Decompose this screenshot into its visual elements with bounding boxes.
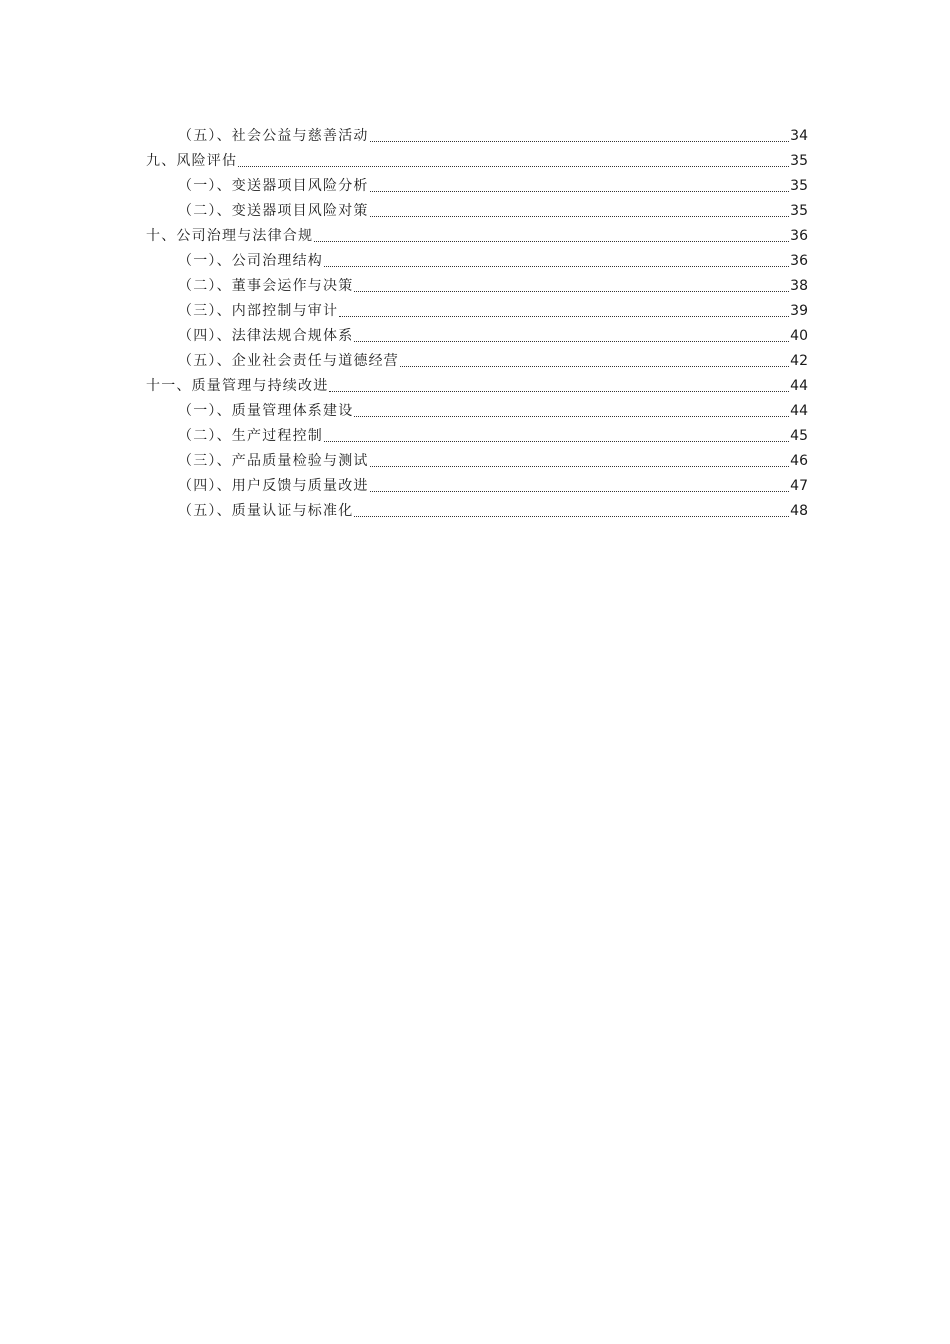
toc-entry-title[interactable]: （五）、社会公益与慈善活动	[178, 128, 369, 144]
toc-page-number[interactable]: 36	[790, 253, 808, 269]
toc-dot-leader	[370, 491, 790, 492]
toc-entry-chapter[interactable]	[146, 149, 808, 174]
toc-entry-section[interactable]	[146, 174, 808, 199]
toc-entry-title[interactable]: （二）、董事会运作与决策	[178, 278, 354, 294]
toc-entry-section[interactable]	[146, 124, 808, 149]
toc-dot-leader	[400, 366, 789, 367]
toc-dot-leader	[314, 241, 789, 242]
toc-page-number[interactable]: 35	[790, 178, 808, 194]
toc-entry-title[interactable]: （一）、质量管理体系建设	[178, 403, 354, 419]
toc-page-number[interactable]: 35	[790, 153, 808, 169]
toc-dot-leader	[354, 291, 789, 292]
toc-entry-section[interactable]	[146, 274, 808, 299]
toc-page-number[interactable]: 46	[790, 453, 808, 469]
toc-entry-title[interactable]: （三）、内部控制与审计	[178, 303, 339, 319]
toc-entry-title[interactable]: （四）、用户反馈与质量改进	[178, 478, 369, 494]
toc-dot-leader	[324, 266, 789, 267]
toc-entry-section[interactable]	[146, 299, 808, 324]
toc-entry-title[interactable]: （五）、企业社会责任与道德经营	[178, 353, 399, 369]
toc-page-number[interactable]: 42	[790, 353, 808, 369]
toc-page-number[interactable]: 44	[790, 403, 808, 419]
toc-dot-leader	[370, 466, 790, 467]
toc-entry-section[interactable]	[146, 199, 808, 224]
toc-dot-leader	[370, 141, 790, 142]
toc-entry-title[interactable]: 十、公司治理与法律合规	[146, 228, 314, 244]
toc-entry-section[interactable]	[146, 424, 808, 449]
toc-page-number[interactable]: 38	[790, 278, 808, 294]
toc-entry-title[interactable]: 十一、质量管理与持续改进	[146, 378, 329, 394]
toc-entry-section[interactable]	[146, 474, 808, 499]
toc-page-number[interactable]: 45	[790, 428, 808, 444]
toc-entry-title[interactable]: （四）、法律法规合规体系	[178, 328, 354, 344]
toc-entry-section[interactable]	[146, 249, 808, 274]
toc-entry-chapter[interactable]	[146, 224, 808, 249]
toc-dot-leader	[324, 441, 789, 442]
toc-page-number[interactable]: 39	[790, 303, 808, 319]
toc-entry-section[interactable]	[146, 399, 808, 424]
toc-entry-section[interactable]	[146, 499, 808, 524]
toc-entry-section[interactable]	[146, 324, 808, 349]
toc-entry-title[interactable]: （二）、变送器项目风险对策	[178, 203, 369, 219]
toc-page-number[interactable]: 47	[790, 478, 808, 494]
toc-entry-section[interactable]	[146, 449, 808, 474]
toc-entry-title[interactable]: （一）、变送器项目风险分析	[178, 178, 369, 194]
toc-dot-leader	[370, 216, 790, 217]
toc-page-number[interactable]: 40	[790, 328, 808, 344]
toc-entry-title[interactable]: （二）、生产过程控制	[178, 428, 323, 444]
toc-page-number[interactable]: 48	[790, 503, 808, 519]
toc-page-number[interactable]: 36	[790, 228, 808, 244]
toc-dot-leader	[370, 191, 790, 192]
toc-page-number[interactable]: 35	[790, 203, 808, 219]
toc-dot-leader	[339, 316, 789, 317]
toc-entry-section[interactable]	[146, 349, 808, 374]
toc-dot-leader	[354, 516, 789, 517]
table-of-contents	[146, 124, 808, 524]
toc-entry-title[interactable]: 九、风险评估	[146, 153, 238, 169]
toc-dot-leader	[354, 416, 789, 417]
toc-dot-leader	[329, 391, 789, 392]
toc-dot-leader	[238, 166, 789, 167]
toc-entry-title[interactable]: （三）、产品质量检验与测试	[178, 453, 369, 469]
toc-page-number[interactable]: 44	[790, 378, 808, 394]
toc-dot-leader	[354, 341, 789, 342]
toc-entry-title[interactable]: （五）、质量认证与标准化	[178, 503, 354, 519]
toc-entry-chapter[interactable]	[146, 374, 808, 399]
toc-entry-title[interactable]: （一）、公司治理结构	[178, 253, 323, 269]
toc-page-number[interactable]: 34	[790, 128, 808, 144]
